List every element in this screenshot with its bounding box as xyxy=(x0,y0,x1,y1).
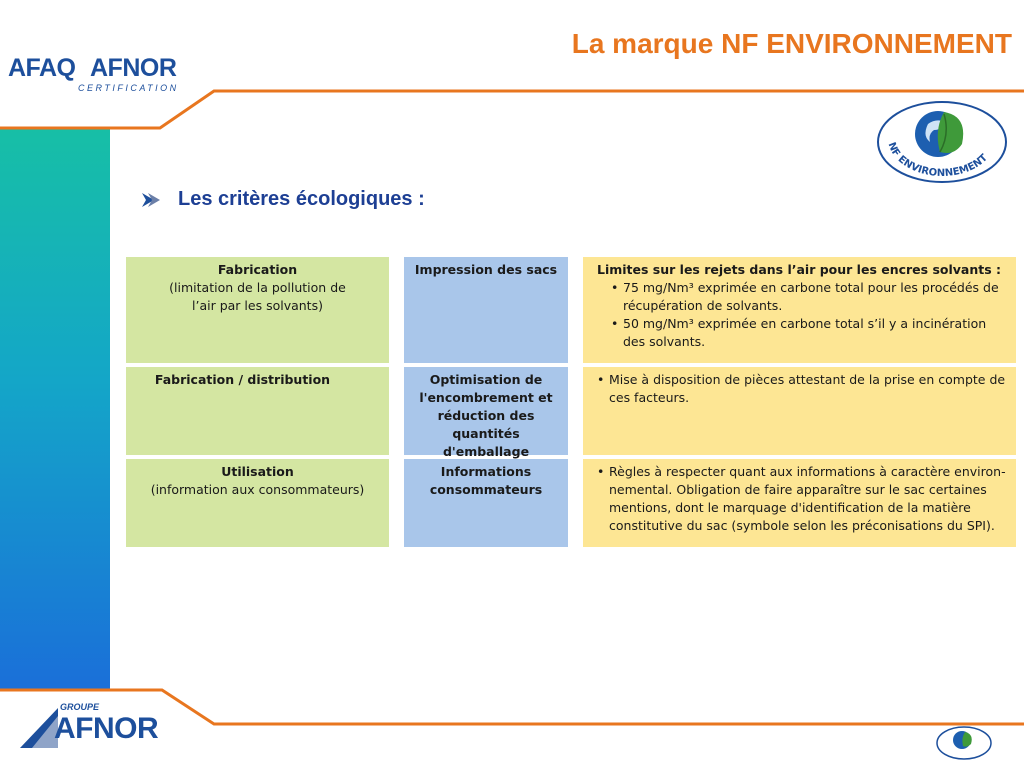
criteria-item: • 50 mg/Nm³ exprimée en carbone total s’il y a incinération des solvants. xyxy=(611,315,1006,351)
topic-text: Optimisation de l'encombrement et réduction des quantités d'emballage xyxy=(419,372,553,459)
stage-detail: (limitation de la pollution de l’air par les solvants) xyxy=(169,280,346,313)
stage-title: Fabrication xyxy=(217,262,298,277)
topic-text: Informations consommateurs xyxy=(429,464,543,497)
stage-title: Fabrication / distribution xyxy=(154,372,331,387)
topic-cell-2 xyxy=(404,367,568,459)
topic-text: Impression des sacs xyxy=(414,262,558,277)
criteria-cell-2 xyxy=(583,367,1016,455)
stage-cell-2 xyxy=(126,367,389,455)
left-gradient-bar xyxy=(0,128,110,690)
criteria-item: • Règles à respecter quant aux informations à caractère environ-nemental. Obligation de faire apparaître sur le sac certaines mentions, dont le marquage d'identification de la matière constitutive du sac (symbole selon les préconisations du SPI). xyxy=(597,463,1006,535)
arrow-bullet-icon xyxy=(142,192,162,208)
criteria-cell-1 xyxy=(583,257,1016,363)
section-heading xyxy=(142,188,425,211)
nf-environnement-small-logo xyxy=(936,726,992,760)
groupe-text: GROUPE xyxy=(60,702,100,712)
criteria-cell-3 xyxy=(583,459,1016,547)
logo-afnor-text: AFNOR xyxy=(90,54,177,82)
nf-logo-text: NF ENVIRONNEMENT xyxy=(885,140,990,180)
afnor-text: AFNOR xyxy=(54,712,159,745)
stage-detail: (information aux consommateurs) xyxy=(150,482,365,497)
afaq-afnor-logo xyxy=(6,48,186,98)
topic-cell-3 xyxy=(404,459,568,547)
section-heading-text: Les critères écologiques : xyxy=(178,188,425,210)
criteria-list xyxy=(597,279,1006,351)
groupe-afnor-logo xyxy=(20,702,170,750)
stage-title: Utilisation xyxy=(221,464,294,479)
topic-cell-1 xyxy=(404,257,568,363)
logo-afaq-text: AFAQ xyxy=(8,54,76,82)
page-title: La marque NF ENVIRONNEMENT xyxy=(571,28,1012,59)
stage-cell-3 xyxy=(126,459,389,547)
criteria-item: • 75 mg/Nm³ exprimée en carbone total pour les procédés de récupération de solvants. xyxy=(611,279,1006,315)
criteria-list xyxy=(597,371,1006,407)
logo-certification-text: CERTIFICATION xyxy=(78,83,179,93)
stage-cell-1 xyxy=(126,257,389,363)
nf-environnement-logo xyxy=(876,100,1008,184)
criteria-heading: Limites sur les rejets dans l’air pour les encres solvants : xyxy=(597,262,1002,277)
criteria-list xyxy=(597,463,1006,535)
criteria-item: • Mise à disposition de pièces attestant de la prise en compte de ces facteurs. xyxy=(597,371,1006,407)
